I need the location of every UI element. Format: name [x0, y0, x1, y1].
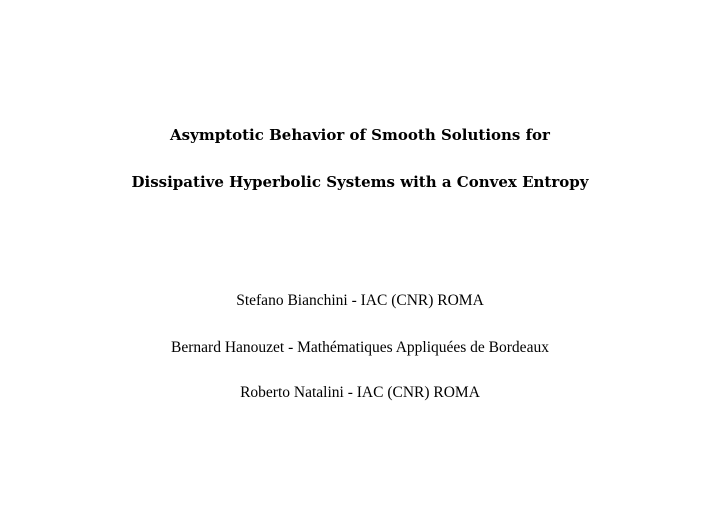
author-affiliation-2: Bernard Hanouzet - Mathématiques Appliquées de Bordeaux [171, 339, 549, 356]
paper-title-line-2: Dissipative Hyperbolic Systems with a Convex Entropy [131, 173, 589, 191]
author-affiliation-1: Stefano Bianchini - IAC (CNR) ROMA [236, 292, 484, 309]
author-affiliation-3: Roberto Natalini - IAC (CNR) ROMA [240, 384, 480, 401]
paper-title-line-1: Asymptotic Behavior of Smooth Solutions for [170, 126, 550, 144]
